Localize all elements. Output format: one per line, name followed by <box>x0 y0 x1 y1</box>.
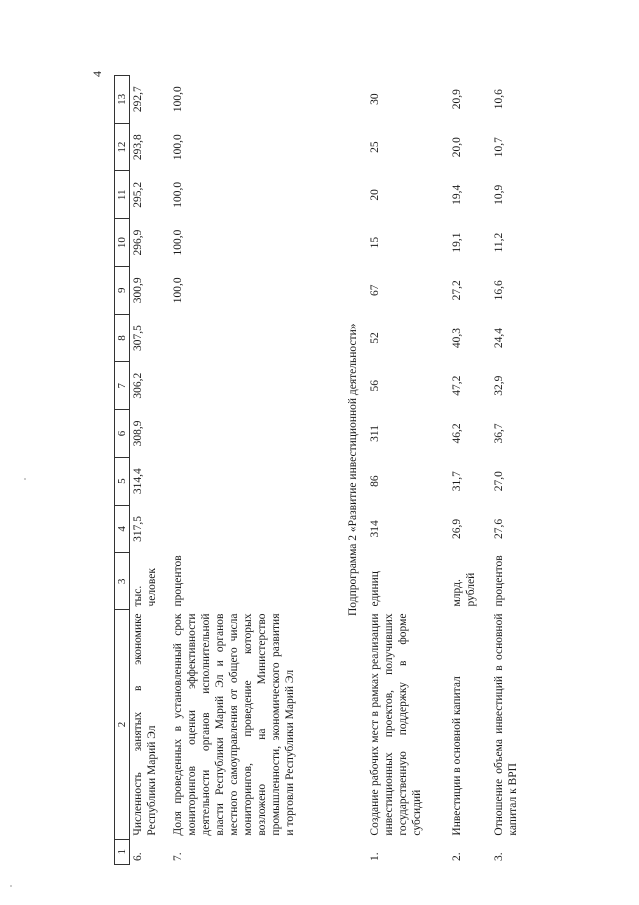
value-cell: 100,0 <box>172 277 184 304</box>
value-cell: 100,0 <box>172 134 184 161</box>
value-cell: 308,9 <box>132 420 144 447</box>
row-number: 1. <box>369 852 381 861</box>
value-cell: 293,8 <box>132 134 144 161</box>
value-cell: 47,2 <box>451 375 463 396</box>
indicator-name: Инвестиции в основной капитал <box>451 676 463 836</box>
column-header: 9 <box>115 266 130 314</box>
value-cell: 10,6 <box>493 89 505 110</box>
value-cell: 300,9 <box>132 277 144 304</box>
value-cell: 32,9 <box>493 375 505 396</box>
value-cell: 67 <box>369 284 381 297</box>
value-cell: 306,2 <box>132 372 144 399</box>
value-cell: 10,9 <box>493 184 505 205</box>
column-header: 1 <box>115 839 130 864</box>
value-cell: 20,9 <box>451 89 463 110</box>
column-header: 10 <box>115 219 130 267</box>
row-number: 6. <box>132 852 144 861</box>
column-header: 3 <box>115 553 130 610</box>
indicators-table <box>114 75 527 865</box>
unit-cell: процентов <box>493 555 505 607</box>
value-cell: 24,4 <box>493 327 505 349</box>
table-row <box>130 76 171 865</box>
value-cell <box>170 362 342 410</box>
table-row <box>367 76 449 865</box>
indicator-name: Создание рабочих мест в рамках реализации инвестиционных проектов, получивших государственную поддержку в форме субсидий <box>369 613 423 836</box>
row-number: 3. <box>493 852 505 861</box>
value-cell: 20,0 <box>451 137 463 158</box>
unit-cell: процентов <box>172 555 184 607</box>
value-cell: 30 <box>369 93 381 105</box>
indicator-name: Численность занятых в экономике Республики Марий Эл <box>132 613 158 836</box>
column-header: 4 <box>115 505 130 553</box>
unit-cell: тыс. человек <box>132 568 158 607</box>
column-header: 12 <box>115 123 130 171</box>
column-header: 7 <box>115 362 130 410</box>
value-cell: 20 <box>369 189 381 201</box>
subprogram-title: Подпрограмма 2 «Развитие инвестиционной деятельности» <box>347 323 359 616</box>
value-cell: 27,6 <box>493 518 505 539</box>
value-cell: 15 <box>369 236 381 249</box>
value-cell <box>170 314 342 362</box>
value-cell: 25 <box>369 141 381 153</box>
value-cell: 52 <box>369 332 381 344</box>
row-number: 7. <box>172 852 184 861</box>
value-cell: 100,0 <box>172 86 184 113</box>
value-cell: 307,5 <box>132 325 144 351</box>
unit-cell: единиц <box>369 571 381 607</box>
column-header: 13 <box>115 76 130 124</box>
rotated-table-container <box>114 75 629 865</box>
value-cell <box>170 410 342 458</box>
column-number-header-row <box>115 76 130 865</box>
column-header: 6 <box>115 410 130 458</box>
value-cell: 295,2 <box>132 181 144 208</box>
indicator-name: Отношение объема инвестиций в основной капитал к ВРП <box>493 613 519 836</box>
value-cell: 296,9 <box>132 229 144 256</box>
column-header: 5 <box>115 457 130 505</box>
value-cell: 314 <box>369 520 381 538</box>
unit-cell: млрд. рублей <box>451 572 477 607</box>
value-cell: 317,5 <box>132 515 144 542</box>
table-row <box>170 76 342 865</box>
value-cell: 311 <box>369 425 381 442</box>
table-row <box>449 76 491 865</box>
value-cell: 56 <box>369 379 381 392</box>
value-cell <box>170 505 342 553</box>
indicator-name: Доля проведенных в установленный срок мониторингов оценки эффективности деятельности органов исполнительной власти Республики Марий Эл и органов местного самоуправления от общего числа мониторингов, проведение которых возложено на Министерство промышленности, экономического развития и торговли Республики Марий Эл <box>172 613 296 836</box>
value-cell: 31,7 <box>451 471 463 492</box>
column-header: 8 <box>115 314 130 362</box>
value-cell: 26,9 <box>451 518 463 539</box>
table-row <box>491 76 527 865</box>
scan-speck <box>24 478 26 480</box>
value-cell: 100,0 <box>172 181 184 208</box>
page-number: 4 <box>90 71 104 77</box>
value-cell: 16,6 <box>493 280 505 301</box>
column-header: 11 <box>115 171 130 219</box>
scan-speck <box>10 885 12 887</box>
value-cell: 27,0 <box>493 471 505 492</box>
value-cell <box>170 457 342 505</box>
value-cell: 100,0 <box>172 229 184 256</box>
column-header: 2 <box>115 610 130 839</box>
value-cell: 11,2 <box>493 232 505 253</box>
row-number: 2. <box>451 852 463 861</box>
value-cell: 19,1 <box>451 232 463 253</box>
value-cell: 40,3 <box>451 327 463 349</box>
value-cell: 19,4 <box>451 184 463 205</box>
value-cell: 86 <box>369 475 381 487</box>
value-cell: 36,7 <box>493 423 505 444</box>
value-cell: 292,7 <box>132 86 144 113</box>
value-cell: 46,2 <box>451 423 463 444</box>
subprogram-row <box>342 76 367 865</box>
value-cell: 10,7 <box>493 137 505 158</box>
value-cell: 314,4 <box>132 468 144 495</box>
value-cell: 27,2 <box>451 280 463 301</box>
